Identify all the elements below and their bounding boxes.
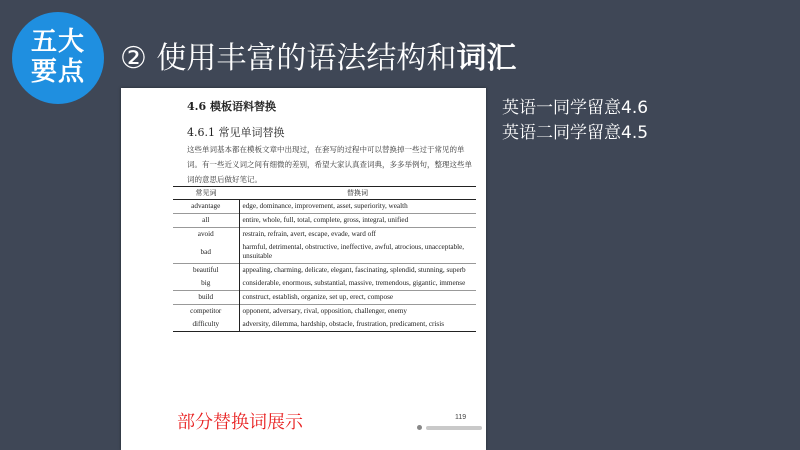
page-title bbox=[120, 40, 516, 78]
row-word: avoid bbox=[173, 228, 239, 242]
row-replacements: adversity, dilemma, hardship, obstacle, frustration, predicament, crisis bbox=[239, 318, 476, 332]
replacement-table bbox=[173, 186, 476, 332]
row-word: advantage bbox=[173, 200, 239, 214]
subsection-title: 4.6.1 常见单词替换 bbox=[187, 126, 285, 139]
row-word: beautiful bbox=[173, 264, 239, 278]
table-row bbox=[173, 241, 476, 264]
document-image bbox=[121, 88, 486, 450]
page-number: 119 bbox=[455, 414, 467, 421]
section-title: 4.6 模板语料替换 bbox=[187, 100, 276, 113]
row-replacements: restrain, refrain, avert, escape, evade, ward off bbox=[239, 228, 476, 242]
note-english-one: 英语一同学留意4.6 bbox=[502, 98, 649, 118]
badge-line-2: 要点 bbox=[30, 57, 85, 87]
notes bbox=[502, 96, 648, 146]
table-row bbox=[173, 291, 476, 305]
row-word: difficulty bbox=[173, 318, 239, 332]
caption: 部分替换词展示 bbox=[177, 412, 303, 433]
table-row bbox=[173, 305, 476, 319]
row-word: big bbox=[173, 277, 239, 291]
table-row bbox=[173, 318, 476, 332]
table-row bbox=[173, 264, 476, 278]
badge-line-1: 五大 bbox=[30, 27, 85, 58]
scroll-handle[interactable] bbox=[426, 426, 482, 430]
row-replacements: considerable, enormous, substantial, massive, tremendous, gigantic, immense bbox=[242, 279, 466, 287]
title-prefix: ② 使用丰富的语法结构和 bbox=[120, 41, 457, 76]
title-bold: 词汇 bbox=[456, 41, 517, 76]
intro-paragraph: 这些单词基本都在模板文章中出现过，在套写的过程中可以替换掉一些过于常见的单词。有一些近义词之间有细微的差别，希望大家认真查词典，多多举例句，整理这些单词的意思后做好笔记。 bbox=[187, 145, 472, 184]
table-row bbox=[173, 228, 476, 242]
column-header-word: 常见词 bbox=[173, 187, 239, 200]
row-replacements: entire, whole, full, total, complete, gross, integral, unified bbox=[239, 214, 476, 228]
table-row bbox=[173, 277, 476, 291]
row-word: all bbox=[173, 214, 239, 228]
badge bbox=[12, 12, 104, 104]
row-replacements: appealing, charming, delicate, elegant, fascinating, splendid, stunning, superb bbox=[239, 264, 476, 278]
scroll-dot[interactable] bbox=[417, 425, 422, 430]
row-replacements: construct, establish, organize, set up, erect, compose bbox=[239, 291, 476, 305]
row-word: competitor bbox=[173, 305, 239, 319]
row-replacements: harmful, detrimental, obstructive, ineffective, awful, atrocious, unacceptable, unsuitable bbox=[242, 243, 465, 260]
note-english-two: 英语二同学留意4.5 bbox=[502, 123, 649, 143]
row-replacements: edge, dominance, improvement, asset, superiority, wealth bbox=[242, 202, 408, 210]
row-word: bad bbox=[173, 241, 239, 264]
row-word: build bbox=[173, 291, 239, 305]
table-row bbox=[173, 200, 476, 214]
column-header-replacements: 替换词 bbox=[239, 187, 476, 200]
table-row bbox=[173, 214, 476, 228]
table-header-row bbox=[173, 187, 476, 200]
row-replacements: opponent, adversary, rival, opposition, challenger, enemy bbox=[239, 305, 476, 319]
